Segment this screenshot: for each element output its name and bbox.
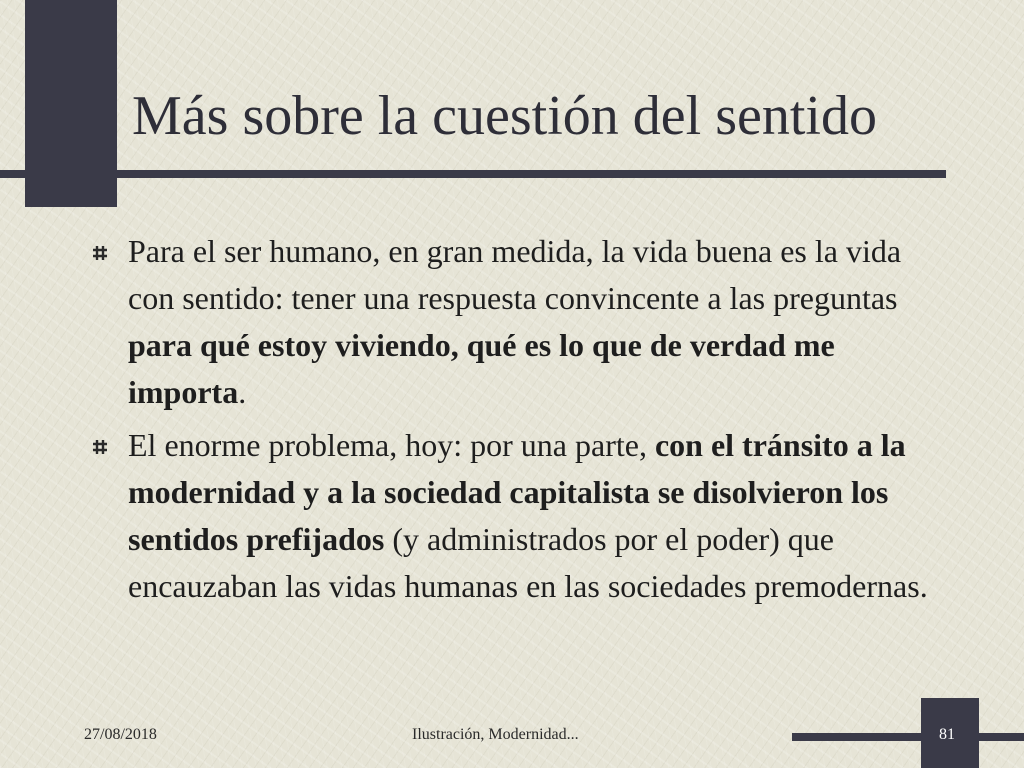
bullet-1-bold-text: para qué estoy viviendo, qué es lo que de verdad me importa: [128, 327, 835, 410]
footer-title: Ilustración, Modernidad...: [412, 726, 579, 743]
slide-title: Más sobre la cuestión del sentido: [132, 85, 877, 147]
bullet-1-end-text: .: [238, 374, 247, 410]
footer-date: 27/08/2018: [84, 726, 157, 743]
hash-bullet-icon: [92, 439, 108, 455]
bullet-2-text: El enorme problema, hoy: por una parte,: [128, 427, 655, 463]
bullet-2-bold-text: con el tránsito a la modernidad y a la sociedad capitalista se disolvieron los sentidos prefijados: [128, 427, 906, 557]
bullet-1-text: Para el ser humano, en gran medida, la vida buena es la vida con sentido: tener una respuesta convincente a las preguntas: [128, 233, 902, 316]
slide-content: [82, 228, 942, 616]
bullet-item-1: [82, 228, 942, 416]
page-number: 81: [939, 726, 955, 743]
bullet-item-2: [82, 422, 942, 610]
hash-bullet-icon: [92, 245, 108, 261]
footer-line: [792, 733, 1024, 741]
bullet-2-end-text: (y administrados por el poder) que encauzaban las vidas humanas en las sociedades premodernas.: [128, 521, 928, 604]
title-underline: [0, 170, 946, 178]
